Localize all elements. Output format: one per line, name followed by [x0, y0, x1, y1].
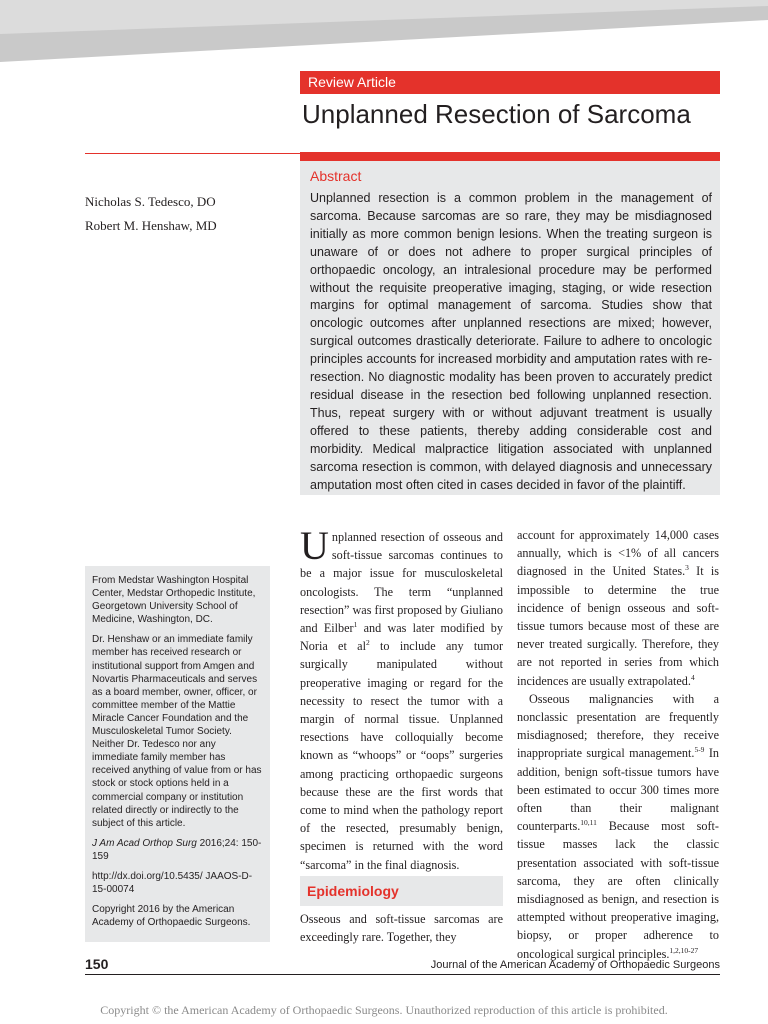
body-text: It is impossible to determine the true incidence of benign osseous and soft-tissue tumors because most of these are never treated surgically. Therefore, they are not reported in series from which incidences are usually extrapolated. — [517, 564, 719, 688]
abstract-box — [300, 161, 720, 495]
page-corner-fold — [0, 0, 768, 62]
affiliation-copyright: Copyright 2016 by the American Academy of Orthopaedic Surgeons. — [92, 904, 251, 929]
body-text: Because most soft-tissue masses lack the classic presentation associated with soft-tissue sarcoma, they are often clinically misdiagnosed as benign, and resection is attempted without preoperative imaging, biopsy, or proper adherence to oncological surgical principles. — [517, 819, 719, 961]
author-list — [85, 190, 217, 238]
article-title: Unplanned Resection of Sarcoma — [302, 99, 691, 129]
reference-marker[interactable]: 1 — [353, 619, 358, 629]
intro-text: and was later modified by Noria et al — [300, 621, 503, 654]
intro-text: to include any tumor surgically manipulated without preoperative imaging or regard for the necessity to resect the tumor with a margin of normal tissue. Unplanned resections have colloquially become known as “whoops” or “oops” surgeries among practicing orthopaedic surgeons because these are the first words that come to mind when the pathology report of the resected, presumably benign, specimen is returned with the word “sarcoma” in the final diagnosis. — [300, 639, 504, 872]
epidemiology-paragraph: Osseous and soft-tissue sarcomas are exceedingly rare. Together, they — [300, 912, 503, 945]
abstract-text: Unplanned resection is a common problem in the management of sarcoma. Because sarcomas are so rare, they may be misdiagnosed initially as more common benign lesions. When the treating surgeon is unaware of or does not adhere to proper surgical principles of orthopaedic oncology, an intralesional procedure may be performed without the requisite preoperative imaging, staging, or wide resection margins for optimal management of sarcoma. Studies show that oncologic outcomes after unplanned resections are mixed; however, surgical outcomes drastically deteriorate. Failure to adhere to oncologic principles accounts for increased morbidity and amputation rates with re-resection. No diagnostic modality has been proven to accurately predict residual disease in the resection bed following unplanned resection. Thus, repeat surgery with or without adjuvant treatment is usually offered to these patients, thereby adding considerable cost and morbidity. Medical malpractice litigation associated with unplanned sarcoma resection is common, with delayed diagnosis and unnecessary amputation most often cited in cases decided in favor of the plaintiff. — [310, 191, 712, 492]
affiliation-institution: From Medstar Washington Hospital Center, Medstar Orthopedic Institute, Georgetown University School of Medicine, Washington, DC. — [92, 575, 256, 626]
doi-link[interactable]: http://dx.doi.org/10.5435/ JAAOS-D-15-00074 — [92, 870, 253, 896]
reference-marker[interactable]: 1,2,10-27 — [669, 945, 699, 955]
running-footer-journal: Journal of the American Academy of Orthopaedic Surgeons — [430, 959, 720, 971]
page-number: 150 — [85, 956, 109, 972]
intro-paragraph — [300, 523, 504, 874]
body-paragraph — [517, 690, 719, 963]
reference-marker[interactable]: 3 — [685, 563, 689, 573]
intro-text: nplanned resection of osseous and soft-tissue sarcomas continues to be a major issue for musculoskeletal oncologists. The term “unplanned resection” was first proposed by Giuliano and Eilber — [300, 530, 503, 636]
reference-marker[interactable]: 10,11 — [580, 818, 597, 828]
body-text: In addition, benign soft-tissue tumors have been estimated to occur 300 times more often than their malignant counterparts. — [517, 746, 719, 834]
reference-marker[interactable]: 2 — [365, 638, 370, 648]
body-text: account for approximately 14,000 cases annually, which is <1% of all cancers diagnosed in the United States. — [517, 528, 719, 579]
article-type-label: Review Article — [300, 71, 720, 94]
body-column-right — [517, 526, 719, 963]
citation — [92, 837, 264, 863]
abstract-heading: Abstract — [310, 168, 362, 184]
footer-rule — [85, 974, 720, 975]
body-column-middle — [300, 523, 504, 874]
author-name: Robert M. Henshaw, MD — [85, 218, 217, 233]
reference-marker[interactable]: 4 — [690, 672, 695, 682]
affiliation-disclosure: Dr. Henshaw or an immediate family member has received research or institutional support from Amgen and Novartis Pharmaceuticals and serves as a board member, owner, officer, or committee member of the Mattie Miracle Cancer Foundation and the Musculoskeletal Tumor Society. Neither Dr. Tedesco nor any immediate family member has received anything of value from or has stock or stock options held in a commercial company or institution related directly or indirectly to the subject of this article. — [92, 634, 262, 829]
author-name: Nicholas S. Tedesco, DO — [85, 194, 216, 209]
body-column-middle-continued — [300, 910, 503, 946]
copyright-notice: Copyright © the American Academy of Orthopaedic Surgeons. Unauthorized reproduction of this article is prohibited. — [100, 1003, 668, 1017]
section-heading: Epidemiology — [300, 876, 503, 906]
affiliation-box — [85, 566, 270, 942]
reference-marker[interactable]: 5-9 — [694, 745, 705, 755]
body-paragraph — [517, 526, 719, 690]
drop-cap: U — [300, 523, 329, 568]
citation-journal: J Am Acad Orthop Surg — [92, 837, 197, 849]
author-divider — [85, 153, 300, 154]
body-text: Osseous malignancies with a nonclassic presentation are frequently misdiagnosed; therefore, they receive inappropriate surgical management. — [517, 691, 719, 761]
citation-detail: 2016;24: 150-159 — [92, 837, 262, 862]
abstract-top-rule — [300, 152, 720, 161]
